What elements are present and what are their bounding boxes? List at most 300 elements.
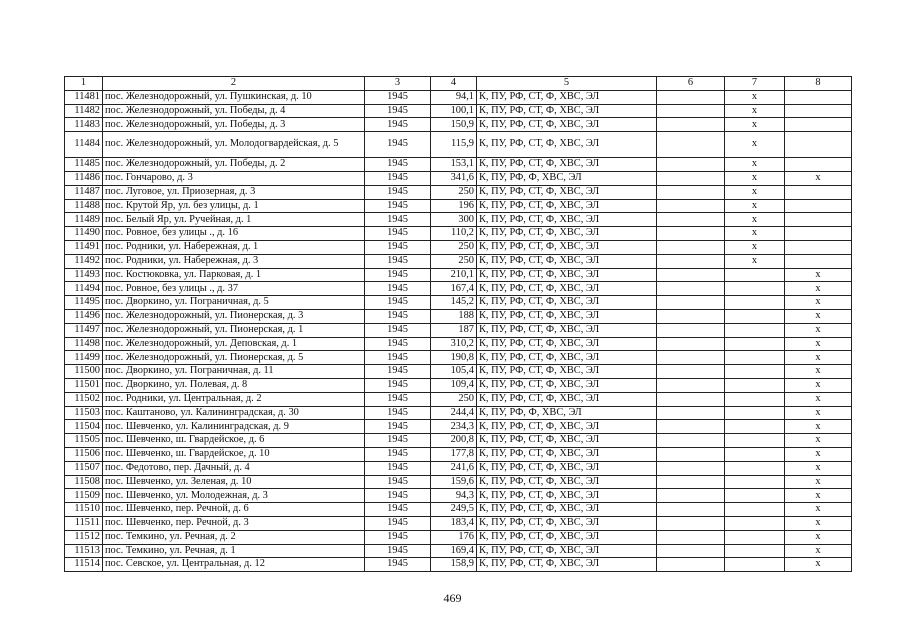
structures-cell: К, ПУ, РФ, СТ, Ф, ХВС, ЭЛ	[477, 282, 657, 296]
column-6-cell	[657, 158, 725, 172]
address-cell: пос. Темкино, ул. Речная, д. 2	[103, 530, 365, 544]
area-cell: 176	[431, 530, 477, 544]
row-number-cell: 11483	[65, 118, 103, 132]
year-cell: 1945	[365, 530, 431, 544]
column-8-cell: х	[785, 268, 852, 282]
column-6-cell	[657, 132, 725, 158]
area-cell: 158,9	[431, 558, 477, 572]
year-cell: 1945	[365, 365, 431, 379]
structures-cell: К, ПУ, РФ, СТ, Ф, ХВС, ЭЛ	[477, 503, 657, 517]
structures-cell: К, ПУ, РФ, СТ, Ф, ХВС, ЭЛ	[477, 392, 657, 406]
structures-cell: К, ПУ, РФ, СТ, Ф, ХВС, ЭЛ	[477, 199, 657, 213]
column-8-cell: х	[785, 171, 852, 185]
column-6-cell	[657, 309, 725, 323]
table-row	[65, 90, 852, 104]
year-cell: 1945	[365, 351, 431, 365]
column-8-cell: х	[785, 544, 852, 558]
column-6-cell	[657, 475, 725, 489]
year-cell: 1945	[365, 132, 431, 158]
column-8-cell	[785, 132, 852, 158]
year-cell: 1945	[365, 227, 431, 241]
address-cell: пос. Шевченко, ш. Гвардейское, д. 6	[103, 434, 365, 448]
area-cell: 196	[431, 199, 477, 213]
row-number-cell: 11498	[65, 337, 103, 351]
column-7-cell: х	[725, 90, 785, 104]
table-row	[65, 461, 852, 475]
column-6-cell	[657, 489, 725, 503]
column-6-cell	[657, 118, 725, 132]
column-8-cell: х	[785, 406, 852, 420]
year-cell: 1945	[365, 158, 431, 172]
address-cell: пос. Ровное, без улицы ., д. 37	[103, 282, 365, 296]
area-cell: 94,1	[431, 90, 477, 104]
address-cell: пос. Белый Яр, ул. Ручейная, д. 1	[103, 213, 365, 227]
column-8-cell: х	[785, 296, 852, 310]
structures-cell: К, ПУ, РФ, СТ, Ф, ХВС, ЭЛ	[477, 461, 657, 475]
column-8-cell	[785, 104, 852, 118]
column-6-cell	[657, 185, 725, 199]
column-8-cell: х	[785, 282, 852, 296]
table-row	[65, 378, 852, 392]
column-header-7: 7	[725, 77, 785, 91]
year-cell: 1945	[365, 392, 431, 406]
column-8-cell: х	[785, 475, 852, 489]
year-cell: 1945	[365, 434, 431, 448]
year-cell: 1945	[365, 282, 431, 296]
column-8-cell: х	[785, 420, 852, 434]
structures-cell: К, ПУ, РФ, СТ, Ф, ХВС, ЭЛ	[477, 475, 657, 489]
table-row	[65, 185, 852, 199]
row-number-cell: 11499	[65, 351, 103, 365]
column-7-cell: х	[725, 199, 785, 213]
column-7-cell	[725, 489, 785, 503]
row-number-cell: 11507	[65, 461, 103, 475]
column-6-cell	[657, 516, 725, 530]
row-number-cell: 11482	[65, 104, 103, 118]
year-cell: 1945	[365, 185, 431, 199]
column-6-cell	[657, 227, 725, 241]
address-cell: пос. Дворкино, ул. Пограничная, д. 11	[103, 365, 365, 379]
row-number-cell: 11514	[65, 558, 103, 572]
column-7-cell: х	[725, 132, 785, 158]
column-8-cell	[785, 185, 852, 199]
column-7-cell	[725, 296, 785, 310]
column-6-cell	[657, 461, 725, 475]
column-8-cell: х	[785, 365, 852, 379]
address-cell: пос. Родники, ул. Набережная, д. 1	[103, 240, 365, 254]
structures-cell: К, ПУ, РФ, СТ, Ф, ХВС, ЭЛ	[477, 254, 657, 268]
area-cell: 300	[431, 213, 477, 227]
table-row	[65, 240, 852, 254]
column-7-cell	[725, 516, 785, 530]
header-row	[65, 77, 852, 91]
address-cell: пос. Дворкино, ул. Полевая, д. 8	[103, 378, 365, 392]
column-header-4: 4	[431, 77, 477, 91]
column-7-cell: х	[725, 104, 785, 118]
column-8-cell	[785, 199, 852, 213]
address-cell: пос. Железнодорожный, ул. Победы, д. 4	[103, 104, 365, 118]
table-row	[65, 132, 852, 158]
structures-cell: К, ПУ, РФ, СТ, Ф, ХВС, ЭЛ	[477, 544, 657, 558]
area-cell: 200,8	[431, 434, 477, 448]
year-cell: 1945	[365, 171, 431, 185]
address-cell: пос. Федотово, пер. Дачный, д. 4	[103, 461, 365, 475]
year-cell: 1945	[365, 516, 431, 530]
row-number-cell: 11505	[65, 434, 103, 448]
column-6-cell	[657, 406, 725, 420]
structures-cell: К, ПУ, РФ, СТ, Ф, ХВС, ЭЛ	[477, 185, 657, 199]
row-number-cell: 11492	[65, 254, 103, 268]
table-row	[65, 158, 852, 172]
row-number-cell: 11502	[65, 392, 103, 406]
row-number-cell: 11513	[65, 544, 103, 558]
table-row	[65, 268, 852, 282]
area-cell: 183,4	[431, 516, 477, 530]
column-6-cell	[657, 268, 725, 282]
column-7-cell	[725, 392, 785, 406]
column-header-1: 1	[65, 77, 103, 91]
column-8-cell: х	[785, 530, 852, 544]
structures-cell: К, ПУ, РФ, СТ, Ф, ХВС, ЭЛ	[477, 213, 657, 227]
column-8-cell	[785, 227, 852, 241]
table-row	[65, 475, 852, 489]
table-row	[65, 282, 852, 296]
area-cell: 110,2	[431, 227, 477, 241]
column-7-cell	[725, 268, 785, 282]
column-6-cell	[657, 240, 725, 254]
table-row	[65, 254, 852, 268]
structures-cell: К, ПУ, РФ, Ф, ХВС, ЭЛ	[477, 406, 657, 420]
address-cell: пос. Родники, ул. Центральная, д. 2	[103, 392, 365, 406]
row-number-cell: 11504	[65, 420, 103, 434]
table-row	[65, 516, 852, 530]
row-number-cell: 11481	[65, 90, 103, 104]
area-cell: 250	[431, 240, 477, 254]
column-8-cell: х	[785, 351, 852, 365]
column-7-cell	[725, 309, 785, 323]
column-6-cell	[657, 544, 725, 558]
year-cell: 1945	[365, 558, 431, 572]
row-number-cell: 11496	[65, 309, 103, 323]
column-7-cell: х	[725, 240, 785, 254]
column-6-cell	[657, 365, 725, 379]
page-number: 469	[443, 591, 462, 605]
column-8-cell	[785, 118, 852, 132]
column-8-cell: х	[785, 503, 852, 517]
table-row	[65, 503, 852, 517]
area-cell: 250	[431, 254, 477, 268]
row-number-cell: 11501	[65, 378, 103, 392]
structures-cell: К, ПУ, РФ, СТ, Ф, ХВС, ЭЛ	[477, 489, 657, 503]
column-8-cell: х	[785, 392, 852, 406]
column-8-cell: х	[785, 516, 852, 530]
column-6-cell	[657, 378, 725, 392]
structures-cell: К, ПУ, РФ, СТ, Ф, ХВС, ЭЛ	[477, 268, 657, 282]
address-cell: пос. Ровное, без улицы ., д. 16	[103, 227, 365, 241]
address-cell: пос. Железнодорожный, ул. Деповская, д. 1	[103, 337, 365, 351]
column-7-cell	[725, 378, 785, 392]
area-cell: 241,6	[431, 461, 477, 475]
year-cell: 1945	[365, 104, 431, 118]
column-7-cell	[725, 365, 785, 379]
structures-cell: К, ПУ, РФ, СТ, Ф, ХВС, ЭЛ	[477, 558, 657, 572]
table-row	[65, 227, 852, 241]
column-6-cell	[657, 337, 725, 351]
register-table	[64, 76, 852, 572]
area-cell: 244,4	[431, 406, 477, 420]
table-row	[65, 309, 852, 323]
address-cell: пос. Темкино, ул. Речная, д. 1	[103, 544, 365, 558]
row-number-cell: 11497	[65, 323, 103, 337]
address-cell: пос. Железнодорожный, ул. Пионерская, д. 3	[103, 309, 365, 323]
row-number-cell: 11494	[65, 282, 103, 296]
year-cell: 1945	[365, 199, 431, 213]
area-cell: 100,1	[431, 104, 477, 118]
table-row	[65, 406, 852, 420]
area-cell: 167,4	[431, 282, 477, 296]
column-7-cell	[725, 406, 785, 420]
row-number-cell: 11484	[65, 132, 103, 158]
structures-cell: К, ПУ, РФ, СТ, Ф, ХВС, ЭЛ	[477, 323, 657, 337]
structures-cell: К, ПУ, РФ, СТ, Ф, ХВС, ЭЛ	[477, 516, 657, 530]
area-cell: 250	[431, 392, 477, 406]
row-number-cell: 11508	[65, 475, 103, 489]
column-8-cell	[785, 90, 852, 104]
column-header-8: 8	[785, 77, 852, 91]
column-header-5: 5	[477, 77, 657, 91]
table-row	[65, 420, 852, 434]
year-cell: 1945	[365, 461, 431, 475]
structures-cell: К, ПУ, РФ, СТ, Ф, ХВС, ЭЛ	[477, 530, 657, 544]
address-cell: пос. Дворкино, ул. Пограничная, д. 5	[103, 296, 365, 310]
column-7-cell	[725, 558, 785, 572]
column-8-cell: х	[785, 558, 852, 572]
area-cell: 145,2	[431, 296, 477, 310]
column-8-cell: х	[785, 337, 852, 351]
column-8-cell	[785, 158, 852, 172]
area-cell: 105,4	[431, 365, 477, 379]
table-row	[65, 199, 852, 213]
row-number-cell: 11512	[65, 530, 103, 544]
column-7-cell	[725, 461, 785, 475]
column-6-cell	[657, 296, 725, 310]
year-cell: 1945	[365, 268, 431, 282]
row-number-cell: 11493	[65, 268, 103, 282]
structures-cell: К, ПУ, РФ, СТ, Ф, ХВС, ЭЛ	[477, 447, 657, 461]
address-cell: пос. Шевченко, ул. Зеленая, д. 10	[103, 475, 365, 489]
year-cell: 1945	[365, 323, 431, 337]
column-7-cell: х	[725, 213, 785, 227]
structures-cell: К, ПУ, РФ, СТ, Ф, ХВС, ЭЛ	[477, 104, 657, 118]
column-7-cell	[725, 544, 785, 558]
column-8-cell: х	[785, 447, 852, 461]
address-cell: пос. Железнодорожный, ул. Пионерская, д. 5	[103, 351, 365, 365]
area-cell: 188	[431, 309, 477, 323]
column-7-cell	[725, 530, 785, 544]
area-cell: 94,3	[431, 489, 477, 503]
year-cell: 1945	[365, 254, 431, 268]
table-row	[65, 118, 852, 132]
column-6-cell	[657, 503, 725, 517]
structures-cell: К, ПУ, РФ, СТ, Ф, ХВС, ЭЛ	[477, 158, 657, 172]
column-7-cell	[725, 475, 785, 489]
row-number-cell: 11485	[65, 158, 103, 172]
column-7-cell	[725, 351, 785, 365]
column-header-6: 6	[657, 77, 725, 91]
table-row	[65, 558, 852, 572]
address-cell: пос. Каштаново, ул. Калининградская, д. 30	[103, 406, 365, 420]
address-cell: пос. Железнодорожный, ул. Победы, д. 2	[103, 158, 365, 172]
row-number-cell: 11511	[65, 516, 103, 530]
row-number-cell: 11486	[65, 171, 103, 185]
row-number-cell: 11503	[65, 406, 103, 420]
area-cell: 341,6	[431, 171, 477, 185]
row-number-cell: 11506	[65, 447, 103, 461]
row-number-cell: 11489	[65, 213, 103, 227]
area-cell: 310,2	[431, 337, 477, 351]
structures-cell: К, ПУ, РФ, СТ, Ф, ХВС, ЭЛ	[477, 90, 657, 104]
area-cell: 177,8	[431, 447, 477, 461]
column-8-cell: х	[785, 309, 852, 323]
year-cell: 1945	[365, 544, 431, 558]
column-7-cell: х	[725, 185, 785, 199]
area-cell: 187	[431, 323, 477, 337]
address-cell: пос. Шевченко, ул. Калининградская, д. 9	[103, 420, 365, 434]
year-cell: 1945	[365, 240, 431, 254]
column-header-3: 3	[365, 77, 431, 91]
table-row	[65, 337, 852, 351]
area-cell: 250	[431, 185, 477, 199]
structures-cell: К, ПУ, РФ, СТ, Ф, ХВС, ЭЛ	[477, 296, 657, 310]
area-cell: 109,4	[431, 378, 477, 392]
column-6-cell	[657, 420, 725, 434]
address-cell: пос. Шевченко, пер. Речной, д. 6	[103, 503, 365, 517]
column-7-cell	[725, 503, 785, 517]
column-6-cell	[657, 199, 725, 213]
column-7-cell	[725, 323, 785, 337]
column-8-cell: х	[785, 461, 852, 475]
row-number-cell: 11510	[65, 503, 103, 517]
table-row	[65, 171, 852, 185]
table-row	[65, 365, 852, 379]
row-number-cell: 11500	[65, 365, 103, 379]
structures-cell: К, ПУ, РФ, СТ, Ф, ХВС, ЭЛ	[477, 240, 657, 254]
address-cell: пос. Родники, ул. Набережная, д. 3	[103, 254, 365, 268]
area-cell: 169,4	[431, 544, 477, 558]
table-row	[65, 104, 852, 118]
row-number-cell: 11490	[65, 227, 103, 241]
column-8-cell	[785, 254, 852, 268]
column-7-cell	[725, 434, 785, 448]
area-cell: 159,6	[431, 475, 477, 489]
column-6-cell	[657, 282, 725, 296]
address-cell: пос. Крутой Яр, ул. без улицы, д. 1	[103, 199, 365, 213]
column-6-cell	[657, 392, 725, 406]
column-8-cell	[785, 240, 852, 254]
column-6-cell	[657, 351, 725, 365]
year-cell: 1945	[365, 90, 431, 104]
column-8-cell: х	[785, 378, 852, 392]
structures-cell: К, ПУ, РФ, СТ, Ф, ХВС, ЭЛ	[477, 227, 657, 241]
address-cell: пос. Костюковка, ул. Парковая, д. 1	[103, 268, 365, 282]
structures-cell: К, ПУ, РФ, СТ, Ф, ХВС, ЭЛ	[477, 309, 657, 323]
row-number-cell: 11488	[65, 199, 103, 213]
column-6-cell	[657, 171, 725, 185]
year-cell: 1945	[365, 337, 431, 351]
year-cell: 1945	[365, 475, 431, 489]
column-6-cell	[657, 104, 725, 118]
table-row	[65, 351, 852, 365]
row-number-cell: 11495	[65, 296, 103, 310]
year-cell: 1945	[365, 118, 431, 132]
area-cell: 150,9	[431, 118, 477, 132]
year-cell: 1945	[365, 213, 431, 227]
structures-cell: К, ПУ, РФ, СТ, Ф, ХВС, ЭЛ	[477, 118, 657, 132]
year-cell: 1945	[365, 309, 431, 323]
column-header-2: 2	[103, 77, 365, 91]
structures-cell: К, ПУ, РФ, Ф, ХВС, ЭЛ	[477, 171, 657, 185]
area-cell: 234,3	[431, 420, 477, 434]
address-cell: пос. Железнодорожный, ул. Победы, д. 3	[103, 118, 365, 132]
table-row	[65, 296, 852, 310]
year-cell: 1945	[365, 503, 431, 517]
year-cell: 1945	[365, 296, 431, 310]
column-7-cell	[725, 337, 785, 351]
address-cell: пос. Железнодорожный, ул. Пушкинская, д. 10	[103, 90, 365, 104]
column-8-cell	[785, 213, 852, 227]
table-row	[65, 544, 852, 558]
structures-cell: К, ПУ, РФ, СТ, Ф, ХВС, ЭЛ	[477, 434, 657, 448]
structures-cell: К, ПУ, РФ, СТ, Ф, ХВС, ЭЛ	[477, 420, 657, 434]
address-cell: пос. Железнодорожный, ул. Пионерская, д. 1	[103, 323, 365, 337]
column-7-cell: х	[725, 254, 785, 268]
year-cell: 1945	[365, 378, 431, 392]
table-row	[65, 392, 852, 406]
year-cell: 1945	[365, 447, 431, 461]
address-cell: пос. Шевченко, ул. Молодежная, д. 3	[103, 489, 365, 503]
area-cell: 190,8	[431, 351, 477, 365]
table-row	[65, 530, 852, 544]
column-6-cell	[657, 447, 725, 461]
address-cell: пос. Гончарово, д. 3	[103, 171, 365, 185]
structures-cell: К, ПУ, РФ, СТ, Ф, ХВС, ЭЛ	[477, 351, 657, 365]
column-6-cell	[657, 434, 725, 448]
column-8-cell: х	[785, 434, 852, 448]
column-6-cell	[657, 530, 725, 544]
row-number-cell: 11491	[65, 240, 103, 254]
structures-cell: К, ПУ, РФ, СТ, Ф, ХВС, ЭЛ	[477, 132, 657, 158]
year-cell: 1945	[365, 406, 431, 420]
area-cell: 115,9	[431, 132, 477, 158]
address-cell: пос. Железнодорожный, ул. Молодогвардейская, д. 5	[103, 132, 365, 158]
structures-cell: К, ПУ, РФ, СТ, Ф, ХВС, ЭЛ	[477, 378, 657, 392]
column-7-cell	[725, 447, 785, 461]
row-number-cell: 11487	[65, 185, 103, 199]
column-7-cell: х	[725, 227, 785, 241]
structures-cell: К, ПУ, РФ, СТ, Ф, ХВС, ЭЛ	[477, 337, 657, 351]
column-6-cell	[657, 254, 725, 268]
table-row	[65, 447, 852, 461]
table-row	[65, 489, 852, 503]
year-cell: 1945	[365, 420, 431, 434]
year-cell: 1945	[365, 489, 431, 503]
column-8-cell: х	[785, 489, 852, 503]
column-6-cell	[657, 90, 725, 104]
table-row	[65, 323, 852, 337]
column-7-cell	[725, 420, 785, 434]
area-cell: 210,1	[431, 268, 477, 282]
column-6-cell	[657, 558, 725, 572]
